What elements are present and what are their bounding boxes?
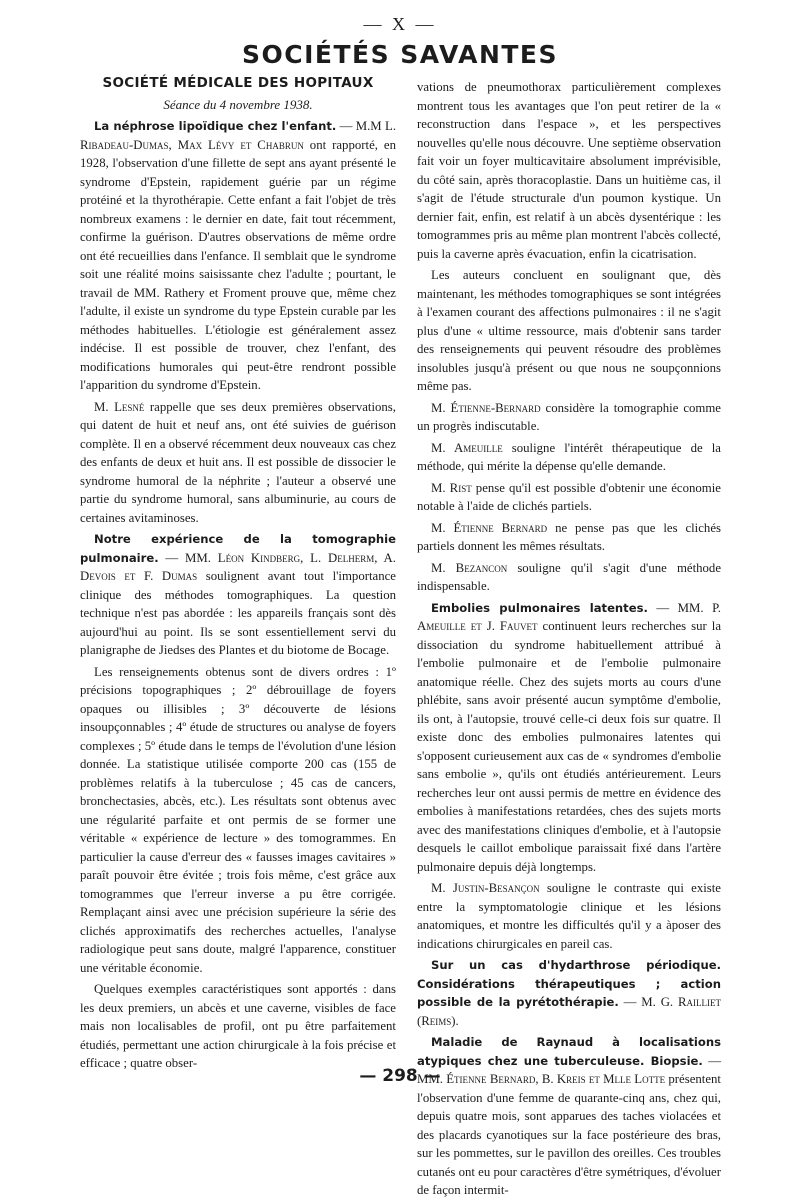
paragraph-rist <box>417 479 721 516</box>
paragraph-lesne <box>80 398 396 528</box>
speaker-name: M. Étienne Bernard <box>431 520 548 535</box>
section-title: SOCIÉTÉS SAVANTES <box>241 40 559 69</box>
article-hydarthrose <box>417 956 721 1030</box>
article-nephrose <box>80 117 396 395</box>
paragraph-text: souligne qu'il s'agit d'une méthode indispensable. <box>417 560 722 593</box>
paragraph-text: souligne l'intérêt thérapeutique de la méthode, qui mérite la dépense qu'elle demande. <box>417 440 721 473</box>
paragraph-exemples: Quelques exemples caractéristiques sont apportés : dans les deux premiers, un abcès et une caverne, visibles de face mais non localisables de profil, ont pu être parfaitement étudiés, permettant une action chirurgicale à la fois précise et efficace ; quatre obser- <box>80 982 396 1070</box>
article-text: ont rapporté, en 1928, l'observation d'une fillette de sept ans ayant présenté le syndrome d'Epstein, rapidement guérie par un régime protéiné et la thyrothérapie. Cette enfant a fait l'objet de très nombreux examens : le dernier en date, fait tout récemment, confirme la guérison. D'autres observations de même ordre ont été recueillies dans l'enfance. Il semblait que le syndrome soit une réalité moins saisissante chez l'adulte ; pourtant, le travail de MM. Rathery et Froment prouve que, même chez l'adulte, il existe un syndrome du type Epstein curable par les méthodes habituelles. L'étiologie est généralement assez indécise. Il est possible de trouver, chez l'enfant, des modifications humorales qui peut-être rendront possible l'apparition du syndrome d'Epstein. <box>80 137 396 392</box>
paragraph-etienne-bernard-2 <box>417 519 721 556</box>
society-heading: SOCIÉTÉ MÉDICALE DES HOPITAUX <box>102 75 374 91</box>
paragraph-etienne-bernard <box>417 399 721 436</box>
article-authors: — MM. Étienne Bernard, B. Kreis et Mlle Lotte <box>417 1053 721 1086</box>
article-embolies <box>417 599 721 877</box>
article-authors: — M. G. Railliet (Reims). <box>417 995 721 1028</box>
paragraph-text: souligne le contraste qui existe entre la symptomatologie clinique et les lésions anatomiques, et montre les difficultés qu'il y a àposer des indications chirurgicales en pareil cas. <box>417 881 721 951</box>
article-title: Maladie de Raynaud à localisations atypiques chez une tuberculeuse. Biopsie. <box>417 1035 721 1068</box>
article-tomographie <box>80 530 396 660</box>
article-title: Sur un cas d'hydarthrose périodique. Considérations thérapeutiques ; action possible de la pyrétothérapie. <box>417 958 721 1009</box>
article-authors: — MM. Léon Kindberg, L. Delherm, A. Devois et F. Dumas <box>80 550 396 583</box>
paragraph-text: pense qu'il est possible d'obtenir une économie notable à l'aide de clichés partiels. <box>417 480 721 513</box>
speaker-name: M. Rist <box>431 480 472 495</box>
article-text: présentent l'observation d'une femme de quarante-cinq ans, chez qui, depuis quatre mois, sont apparues des taches violacées et des placards cyanotiques sur la face postérieure des bras, sur les pommettes, sur le pavillon des oreilles. Ces troubles cutanés ont eu pour caractères d'être symétriques, d'évoluer de façon intermit- <box>417 1072 721 1197</box>
speaker-name: M. Lesné <box>94 399 145 414</box>
article-raynaud <box>417 1033 721 1200</box>
speaker-name: M. Étienne-Bernard <box>431 400 541 415</box>
page-roman-numeral: — X — <box>363 14 437 34</box>
article-authors: — MM. P. Ameuille et J. Fauvet <box>417 600 721 633</box>
session-date: Séance du 4 novembre 1938. <box>163 96 313 112</box>
speaker-name: M. Ameuille <box>431 440 503 455</box>
article-title: Embolies pulmonaires latentes. <box>431 600 648 615</box>
article-title: La néphrose lipoïdique chez l'enfant. <box>94 119 337 133</box>
page-number: — 298 — <box>359 1066 441 1086</box>
paragraph-bezancon <box>417 559 721 596</box>
paragraph-text: considère la tomographie comme un progrès indiscutable. <box>417 400 721 433</box>
paragraph-ameuille <box>417 439 721 476</box>
paragraph-continuation: vations de pneumothorax particulièrement complexes montrent tous les avantages que l'on peut retirer de la « reconstruction dans l'espace », et les perspectives nouvelles qu'elle nous découvre. Une septième observation fait voir un foyer multicavitaire absolument imprévisible, du côté sain, après thoracoplastie. Dans un huitième cas, il s'agit de l'étude structurale d'un poumon kystique. Un dernier fait, enfin, est relatif à un abcès dysentérique : les tomogrammes pris au même plan montrent l'abcès collecté, puis la caverne après évacuation, enfin la cicatrisation. <box>417 80 721 261</box>
left-column <box>80 74 396 1073</box>
paragraph-renseignements: Les renseignements obtenus sont de divers ordres : 1º précisions topographiques ; 2º débrouillage de foyers opaques ou illisibles ; 3º découverte de lésions insoupçonnables ; 4º étude de structures ou analyse de foyers complexes ; 5º étude dans le temps de l'évolution d'une lésion donnée. La statistique utilisée comporte 200 cas (155 de problèmes relatifs à la tuberculose ; 45 cas de cancers, bronchectasies, abcès, etc.). Les résultats sont obtenus avec une régularité parfaite et ont permis de se former une véritable « expérience de lecture » des tomogrammes. En particulier la cause d'erreur des « fausses images cavitaires » paraît pouvoir être évitée ; trois fois même, c'est grâce aux tomogrammes que l'erreur inverse a pu être corrigée. Remplaçant ainsi avec une précision supérieure la série des clichés approximatifs des recherches actuelles, l'analyse radiologique peut sans doute, malgré l'apparence, constituer une véritable économie. <box>80 664 396 975</box>
article-text: continuent leurs recherches sur la dissociation du syndrome habituellement attribué à l'embolie pulmonaire et de l'embolie pulmonaire anatomique réelle. Chez des sujets morts au cours d'une phlébite, sans avoir présenté aucun symptôme d'embolie, ils ont, à l'autopsie, trouvé celle-ci deux fois sur quatre. Il existe donc des embolies pulmonaires latentes qui s'opposent curieusement aux cas de « syndromes d'embolie sans embolie », qu'ils ont étudiés antérieurement. Leurs recherches leur ont aussi permis de mettre en évidence des embolies à manifestations retardées, ches des sujets morts avec des manifestations cliniques d'embolie, et à l'autopsie desquels le caillot embolique paraissait fixé dans l'artère pulmonaire depuis déjà longtemps. <box>417 619 721 874</box>
right-column <box>417 78 721 1200</box>
paragraph-justin-besancon <box>417 879 721 953</box>
paragraph-text: ne pense pas que les clichés partiels donnent les mêmes résultats. <box>417 520 721 553</box>
article-title: Notre expérience de la tomographie pulmonaire. <box>80 532 396 565</box>
article-authors: — M.M L. Ribadeau-Dumas, Max Lévy et Chabrun <box>80 119 397 152</box>
speaker-name: M. Justin-Besançon <box>431 881 540 895</box>
paragraph-conclusion: Les auteurs concluent en soulignant que, dès maintenant, les méthodes tomographiques se sont intégrées à l'examen courant des affections pulmonaires : il ne s'agit plus d'une « ultime ressource, mais d'obtenir sans tarder des renseignements qui peuvent résoudre des problèmes insolubles jusqu'à présent ou que nous ne soupçonnions même pas. <box>417 268 721 393</box>
speaker-name: M. Bezancon <box>431 560 508 575</box>
article-text: soulignent avant tout l'importance clinique des méthodes tomographiques. La question technique n'est pas abordée : les appareils français sont dès aujourd'hui au point. Ils se sont essentiellement servi du planigraphe de Jiedses des Plantes et du biotome de Bocage. <box>80 569 396 657</box>
paragraph-text: rappelle que ses deux premières observations, qui datent de huit et neuf ans, ont été suivies de guérison complète. Il en a observé récemment deux nouveaux cas chez des enfants de deux et huit ans. Il est possible de dissocier le syndrome humoral de la néphrite ; l'auteur a observé une partie du syndrome humoral, sans albuminurie, au cours de certaines avitaminoses. <box>80 399 396 525</box>
